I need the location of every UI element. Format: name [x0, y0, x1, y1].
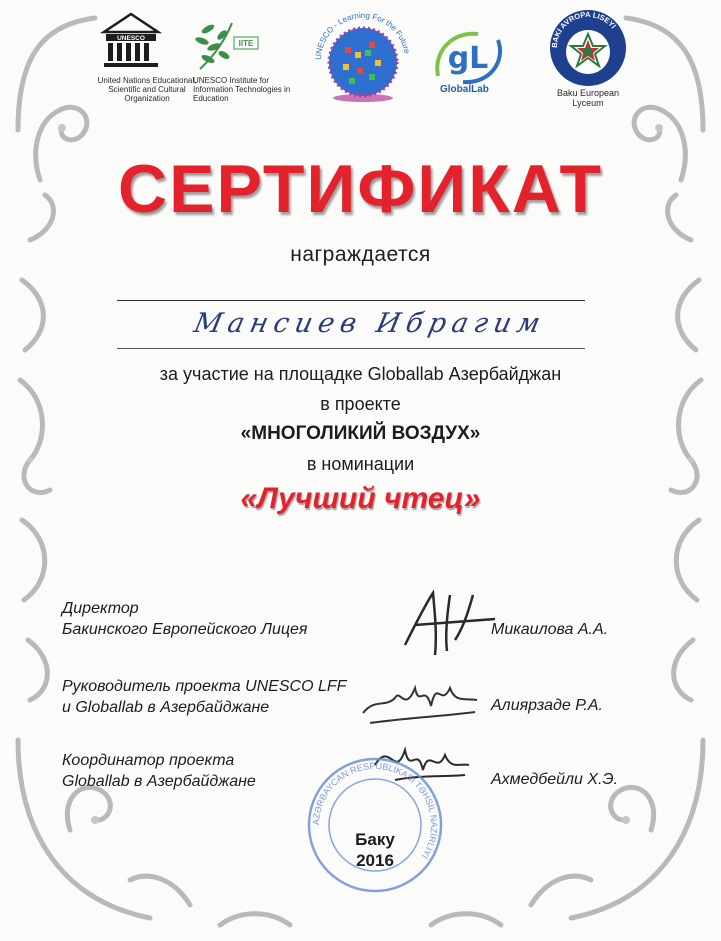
- signatory-3-role-line1: Координатор проекта: [62, 752, 235, 769]
- signatory-2-role-line1: Руководитель проекта UNESCO LFF: [62, 678, 347, 695]
- official-stamp: [305, 755, 445, 895]
- signatory-3-name: Ахмедбейли Х.Э.: [491, 771, 619, 788]
- lff-ring-text: UNESCO - Learning For the Future: [313, 10, 412, 61]
- stamp-city: Баку: [355, 830, 395, 849]
- recipient-name: Мансиев Ибрагим: [191, 308, 549, 339]
- stamp-ring-text: AZƏRBAYCAN RESPUBLİKASI TƏHSİL NAZİRLİYİ: [310, 760, 440, 861]
- unesco-wordmark: UNESCO: [117, 35, 145, 42]
- bel-caption: Baku European Lyceum: [556, 88, 620, 108]
- signatory-2-name: Алиярзаде Р.А.: [491, 697, 603, 714]
- iite-caption: UNESCO Institute for Information Technologies in Education: [193, 76, 291, 103]
- stamp-year: 2016: [356, 851, 394, 870]
- unesco-caption: United Nations Educational, Scientific and Cultural Organization: [97, 76, 197, 103]
- signatory-1-role: [62, 598, 307, 640]
- iite-logo: [190, 15, 260, 73]
- signature-2: [355, 668, 485, 738]
- bel-ring-text: BAKI AVROPA LISEYI: [549, 9, 618, 49]
- project-name: «МНОГОЛИКИЙ ВОЗДУХ»: [240, 423, 481, 444]
- signature-1: [395, 585, 505, 660]
- signatory-2-role-line2: и Globallab в Азербайджане: [62, 699, 270, 716]
- lff-globe-logo: [303, 2, 423, 112]
- signatory-1-role-line2: Бакинского Европейского Лицея: [62, 621, 308, 638]
- project-line: в проекте: [320, 394, 401, 414]
- signatory-3-role: [62, 750, 256, 792]
- signatory-1-role-line1: Директор: [62, 600, 139, 617]
- signatory-1-name: Микаилова А.А.: [491, 621, 609, 638]
- name-bottom-rule: [117, 348, 585, 349]
- globallab-logo: [428, 26, 508, 88]
- participation-line: за участие на площадке Globallab Азербайджан: [159, 364, 562, 384]
- iite-badge: IITE: [238, 39, 254, 48]
- signatory-3-role-line2: Globallab в Азербайджане: [62, 773, 256, 790]
- certificate-title: СЕРТИФИКАТ: [117, 151, 603, 227]
- unesco-logo: [100, 12, 162, 72]
- name-top-rule: [117, 300, 585, 301]
- awarded-label: награждается: [290, 243, 431, 266]
- nomination-name: «Лучший чтец»: [240, 482, 481, 515]
- globallab-caption: GlobalLab: [440, 84, 489, 95]
- nomination-line: в номинации: [306, 454, 415, 474]
- globallab-mark: gL: [447, 41, 489, 76]
- bel-lyceum-logo: [543, 6, 633, 88]
- signatory-2-role: [62, 676, 346, 718]
